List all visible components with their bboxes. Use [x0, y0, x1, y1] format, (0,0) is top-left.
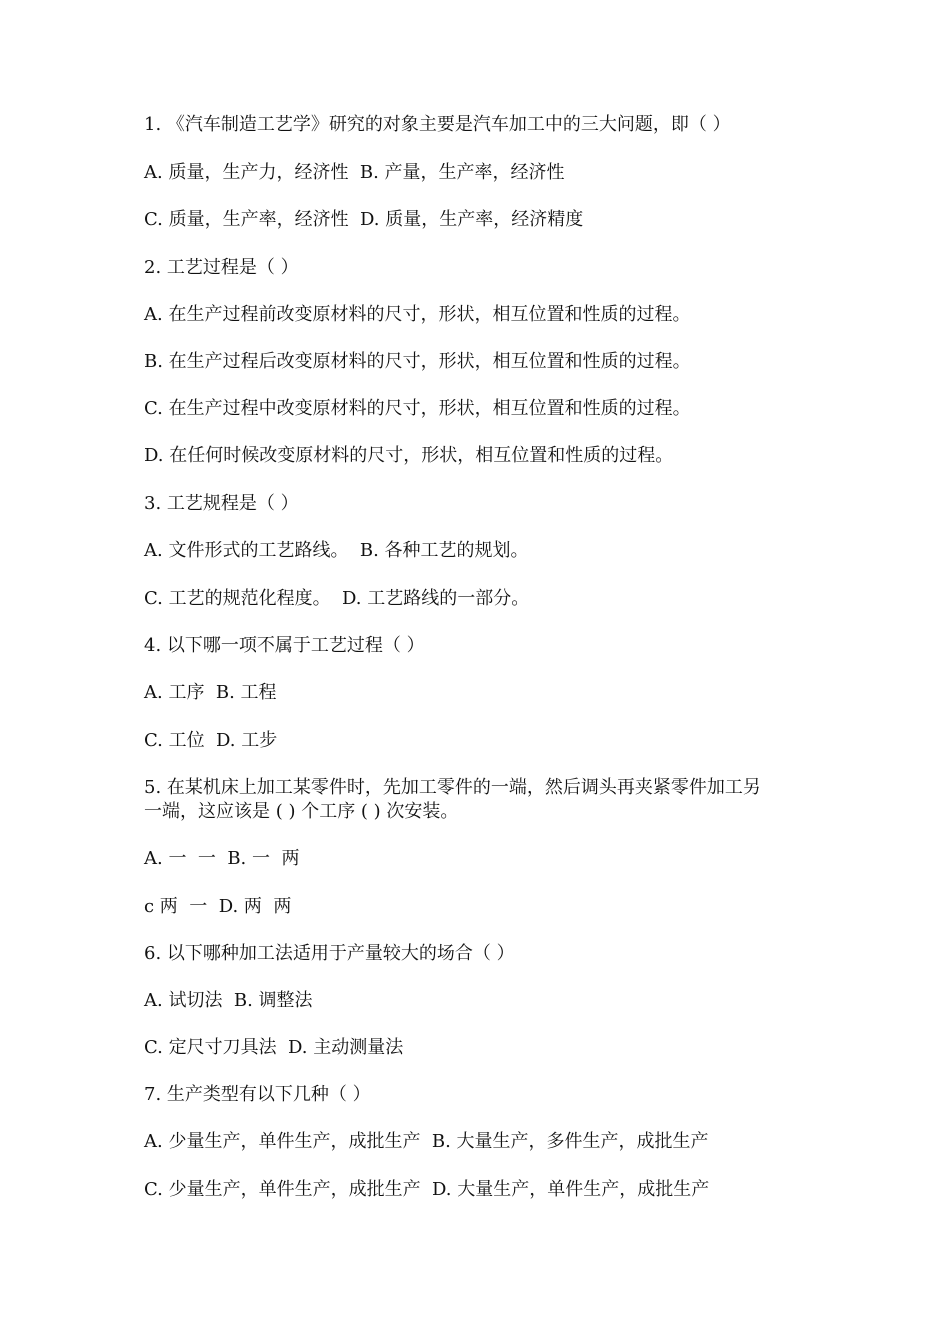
question-5-stem-line-1: 5. 在某机床上加工某零件时，先加工零件的一端，然后调头再夹紧零件加工另: [144, 777, 761, 798]
question-4-options-ab: A. 工序 B. 工程: [144, 682, 277, 703]
question-3-stem: 3. 工艺规程是（ ）: [144, 493, 299, 514]
question-2-option-c: C. 在生产过程中改变原材料的尺寸，形状，相互位置和性质的过程。: [144, 398, 691, 419]
question-7-stem: 7. 生产类型有以下几种（ ）: [144, 1084, 371, 1105]
question-1-options-cd: C. 质量，生产率，经济性 D. 质量，生产率，经济精度: [144, 209, 584, 230]
question-6-options-cd: C. 定尺寸刀具法 D. 主动测量法: [144, 1037, 404, 1058]
question-2-option-d: D. 在任何时候改变原材料的尺寸，形状，相互位置和性质的过程。: [144, 445, 674, 466]
question-6-stem: 6. 以下哪种加工法适用于产量较大的场合（ ）: [144, 943, 515, 964]
question-5-stem-line-2: 一端，这应该是 ( ) 个工序 ( ) 次安装。: [144, 801, 459, 822]
question-5-options-cd: c 两 一 D. 两 两: [144, 896, 292, 917]
question-1-options-ab: A. 质量，生产力，经济性 B. 产量，生产率，经济性: [144, 162, 565, 183]
question-7-options-cd: C. 少量生产，单件生产，成批生产 D. 大量生产，单件生产，成批生产: [144, 1179, 710, 1200]
question-2-stem: 2. 工艺过程是（ ）: [144, 257, 299, 278]
question-2-option-a: A. 在生产过程前改变原材料的尺寸，形状，相互位置和性质的过程。: [144, 304, 691, 325]
question-2-option-b: B. 在生产过程后改变原材料的尺寸，形状，相互位置和性质的过程。: [144, 351, 691, 372]
question-3-options-ab: A. 文件形式的工艺路线。 B. 各种工艺的规划。: [144, 540, 529, 561]
question-4-options-cd: C. 工位 D. 工步: [144, 730, 278, 751]
question-5-options-ab: A. 一 一 B. 一 两: [144, 848, 300, 869]
question-4-stem: 4. 以下哪一项不属于工艺过程（ ）: [144, 635, 425, 656]
question-3-options-cd: C. 工艺的规范化程度。 D. 工艺路线的一部分。: [144, 588, 530, 609]
question-7-options-ab: A. 少量生产，单件生产，成批生产 B. 大量生产，多件生产，成批生产: [144, 1131, 709, 1152]
question-1-stem: 1. 《汽车制造工艺学》研究的对象主要是汽车加工中的三大问题，即（ ）: [144, 114, 731, 135]
question-6-options-ab: A. 试切法 B. 调整法: [144, 990, 313, 1011]
